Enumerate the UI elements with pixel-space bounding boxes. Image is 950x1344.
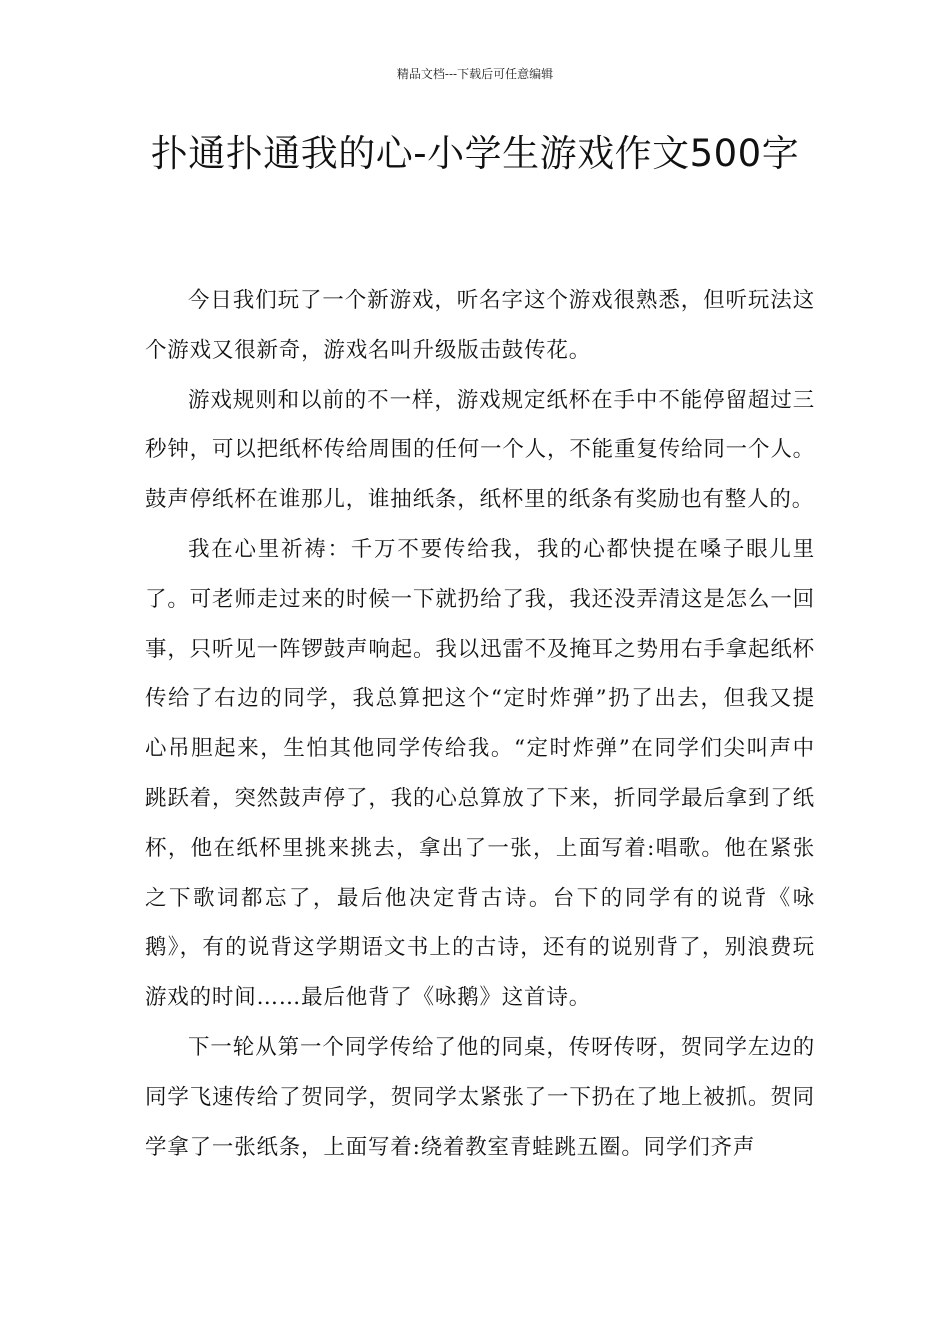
document-title: 扑通扑通我的心-小学生游戏作文500字 [150,132,800,175]
paragraph: 下一轮从第一个同学传给了他的同桌，传呀传呀，贺同学左边的同学飞速传给了贺同学，贺同学太紧张了一下扔在了地上被抓。贺同学拿了一张纸条，上面写着:绕着教室青蛙跳五圈。同学们齐声 [145,1034,815,1160]
paragraph: 我在心里祈祷：千万不要传给我，我的心都快提在嗓子眼儿里了。可老师走过来的时候一下就扔给了我，我还没弄清这是怎么一回事，只听见一阵锣鼓声响起。我以迅雷不及掩耳之势用右手拿起纸杯传给了右边的同学，我总算把这个“定时炸弹”扔了出去，但我又提心吊胆起来，生怕其他同学传给我。“定时炸弹”在同学们尖叫声中跳跃着，突然鼓声停了，我的心总算放了下来，折同学最后拿到了纸杯，他在纸杯里挑来挑去，拿出了一张，上面写着:唱歌。他在紧张之下歌词都忘了，最后他决定背古诗。台下的同学有的说背《咏鹅》，有的说背这学期语文书上的古诗，还有的说别背了，别浪费玩游戏的时间……最后他背了《咏鹅》这首诗。 [145,536,815,1011]
document-body [145,276,815,1172]
paragraph: 今日我们玩了一个新游戏，听名字这个游戏很熟悉，但听玩法这个游戏又很新奇，游戏名叫升级版击鼓传花。 [145,288,815,363]
paragraph: 游戏规则和以前的不一样，游戏规定纸杯在手中不能停留超过三秒钟，可以把纸杯传给周围的任何一个人，不能重复传给同一个人。鼓声停纸杯在谁那儿，谁抽纸条，纸杯里的纸条有奖励也有整人的。 [145,387,815,513]
page-header: 精品文档---下载后可任意编辑 [396,67,554,81]
